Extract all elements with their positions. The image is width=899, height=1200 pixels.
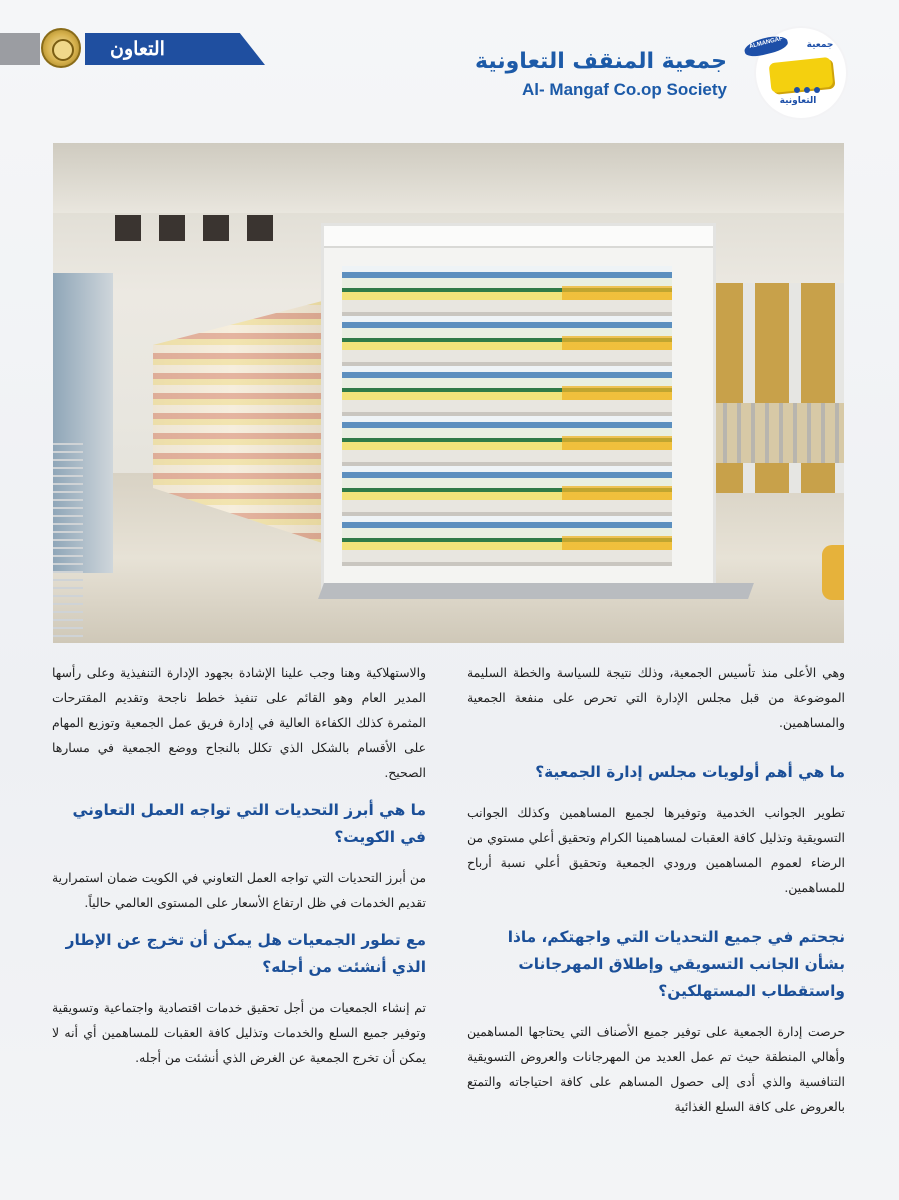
magazine-title: التعاون: [110, 38, 165, 60]
photo-refrigerated-display: [321, 223, 716, 593]
paragraph: تم إنشاء الجمعيات من أجل تحقيق خدمات اقتصادية واجتماعية وتسويقية وتوفير جميع السلع والخدمات وتذليل كافة العقبات للمساهمين أي أنه لا يمكن أن تخرج الجمعية عن الغرض الذي أنشئت من أجله.: [52, 1000, 426, 1065]
paragraph: تطوير الجوانب الخدمية وتوفيرها لجميع المساهمين وكذلك الجوانب التسويقية وتذليل كافة العقبات لمساهمينا الكرام وتحقيق أعلي مستوي من الرضاء لعموم المساهمين ورودي الجمعية وتحقيق أعلي نسبة أرباح للمساهمين.: [467, 805, 845, 895]
society-name-arabic: جمعية المنقف التعاونية: [475, 49, 727, 74]
header-grey-tab: [0, 33, 40, 65]
photo-right-counter: [713, 403, 844, 463]
question-heading: نجحتم في جميع التحديات التي واجهتكم، ماذا بشأن الجانب التسويقي وإطلاق المهرجانات واستقطاب المستهلكين؟: [507, 928, 845, 1000]
logo-small-text: ALMANGAF: [748, 35, 784, 51]
logo-top-text: جمعية: [806, 40, 834, 50]
photo-display-base: [318, 583, 754, 599]
supermarket-photo: [53, 143, 844, 643]
society-name-english: Al- Mangaf Co.op Society: [522, 80, 727, 99]
article-column-left: [52, 660, 426, 1072]
edge-badge: [822, 545, 844, 600]
paragraph: من أبرز التحديات التي تواجه العمل التعاوني في الكويت ضمان استمرارية تقديم الخدمات في ظل ارتفاع الأسعار على المستوى العالمي حالياً.: [52, 870, 426, 910]
question-heading: ما هي أبرز التحديات التي تواجه العمل التعاوني في الكويت؟: [72, 801, 426, 846]
article-column-right: [467, 660, 845, 1121]
emblem-seal-icon: [41, 28, 81, 68]
photo-shopping-cart: [53, 443, 83, 643]
paragraph: حرصت إدارة الجمعية على توفير جميع الأصناف التي يحتاجها المساهمين وأهالي المنطقة حيث تم عمل العديد من المهرجانات والعروض التسويقية التنافسية والذي أدى إلى حصول المساهم على كافة احتياجاته والتمتع بالعروض على كافة السلع الغذائية: [467, 1024, 845, 1114]
photo-ceiling: [53, 143, 844, 213]
paragraph: والاستهلاكية وهنا وجب علينا الإشادة بجهود الإدارة التنفيذية وعلى رأسها المدير العام وهو القائم على تنفيذ خطط ناجحة وتقديم المقترحات المثمرة كذلك الكفاءة العالية في إدارة فريق عمل الجمعية وتوزيع المهام على الأقسام بالشكل الذي تكلل بالنجاح ووضع الجمعية في مسارها الصحيح.: [52, 665, 426, 780]
photo-dairy-products: [342, 266, 672, 566]
logo-bottom-text: التعاونية: [779, 96, 817, 106]
logo-dots: [780, 78, 820, 86]
question-heading: مع تطور الجمعيات هل يمكن أن تخرج عن الإطار الذي أنشئت من أجله؟: [65, 931, 426, 976]
photo-wall-frames: [73, 215, 273, 251]
paragraph: وهي الأعلى منذ تأسيس الجمعية، وذلك نتيجة للسياسة والخطة السليمة الموضوعة من قبل مجلس الإدارة التي تحرص على منفعة الجمعية والمساهمين.: [467, 665, 845, 730]
question-heading: ما هي أهم أولويات مجلس إدارة الجمعية؟: [535, 763, 845, 781]
